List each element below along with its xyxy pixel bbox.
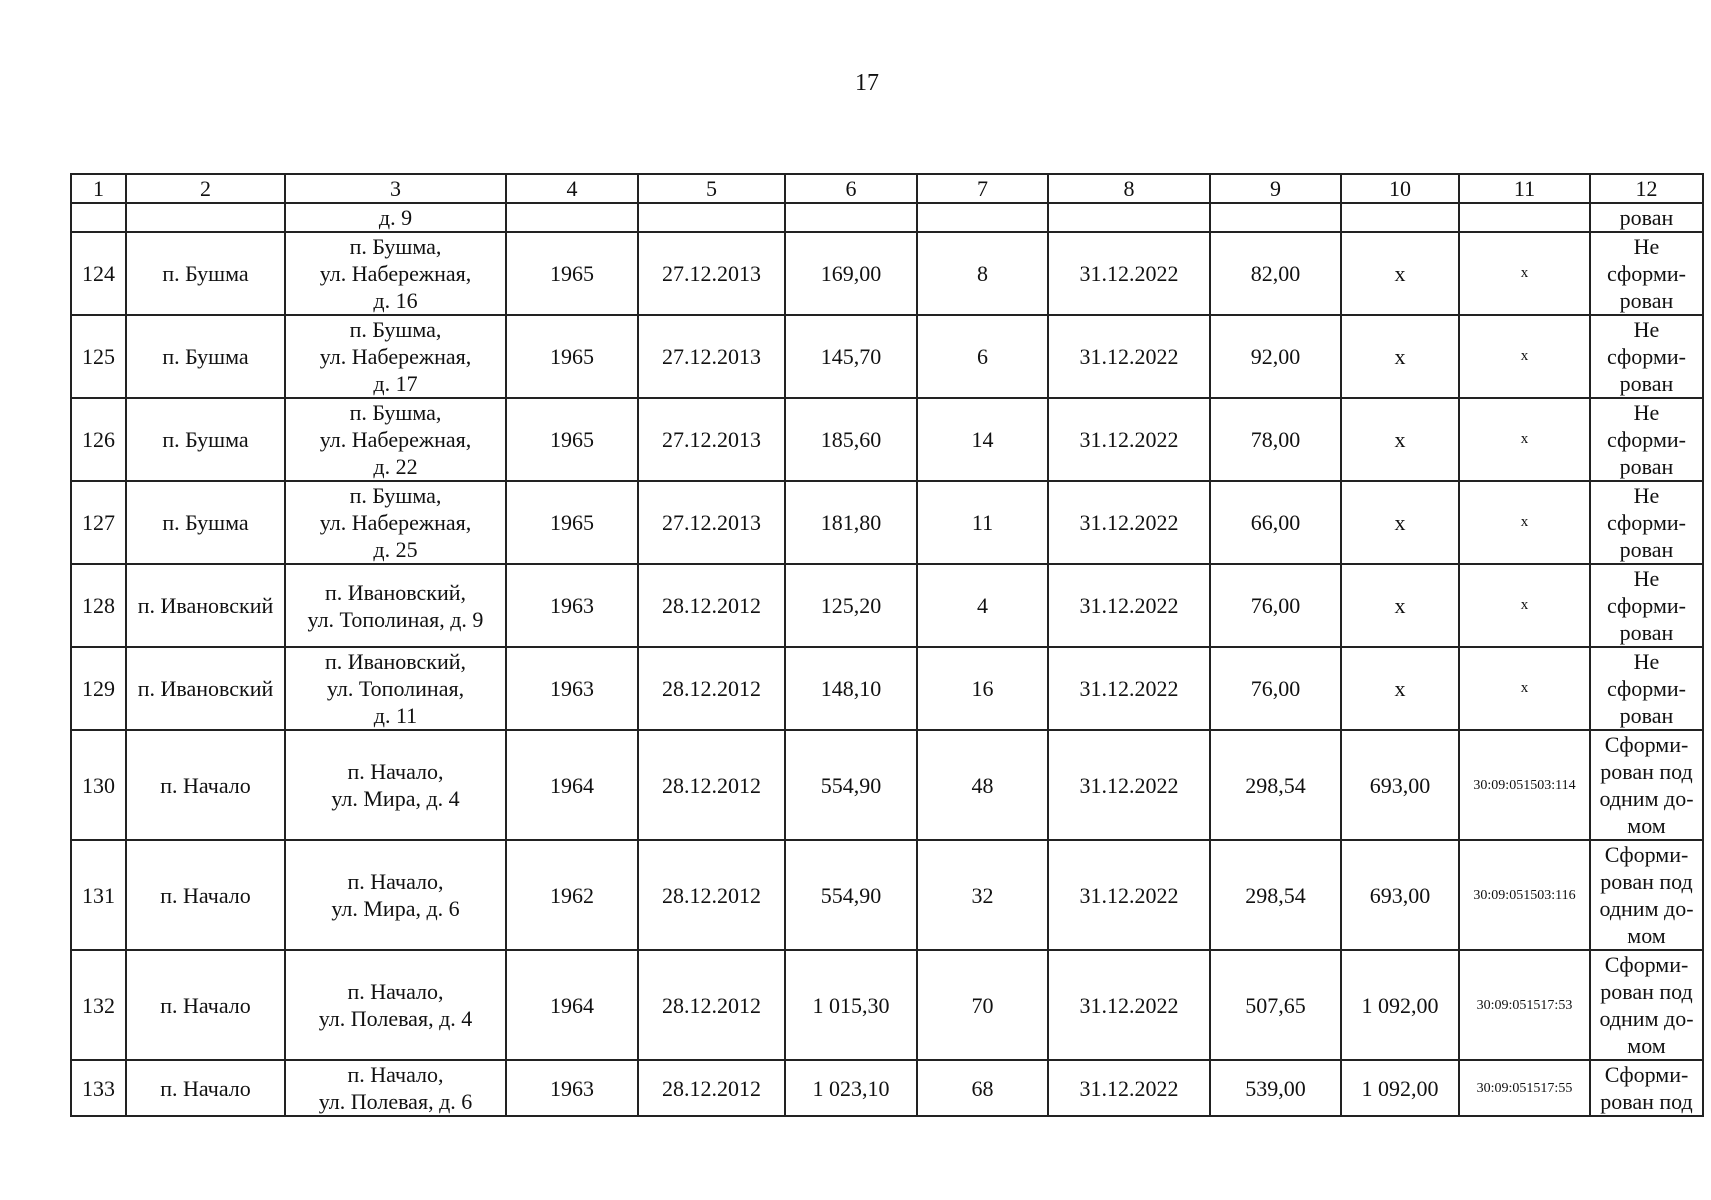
cell-residents: 8 [917, 232, 1048, 315]
cell-date-entry: 27.12.2013 [638, 398, 785, 481]
cell-empty [1459, 203, 1590, 232]
cell-value-10: х [1341, 315, 1459, 398]
cell-settlement: п. Начало [126, 1060, 285, 1116]
cell-value-9: 298,54 [1210, 840, 1341, 950]
column-header: 12 [1590, 174, 1703, 203]
cell-address: п. Бушма, ул. Набережная, д. 17 [285, 315, 506, 398]
cell-date-entry: 28.12.2012 [638, 647, 785, 730]
cell-empty [71, 203, 126, 232]
cell-row-number: 130 [71, 730, 126, 840]
cell-area: 169,00 [785, 232, 917, 315]
cell-date-planned: 31.12.2022 [1048, 950, 1210, 1060]
cell-value-10: х [1341, 481, 1459, 564]
cell-value-9: 92,00 [1210, 315, 1341, 398]
cell-status-continuation: рован [1590, 203, 1703, 232]
table-row [71, 840, 1703, 950]
cell-date-planned: 31.12.2022 [1048, 315, 1210, 398]
column-header: 10 [1341, 174, 1459, 203]
cell-row-number: 126 [71, 398, 126, 481]
cell-area: 1 023,10 [785, 1060, 917, 1116]
cell-residents: 11 [917, 481, 1048, 564]
cell-date-entry: 27.12.2013 [638, 232, 785, 315]
column-header: 11 [1459, 174, 1590, 203]
cell-row-number: 124 [71, 232, 126, 315]
cell-land-status: Сформи- рован под [1590, 1060, 1703, 1116]
page-number: 17 [855, 70, 879, 96]
cell-area: 145,70 [785, 315, 917, 398]
cell-value-10: х [1341, 564, 1459, 647]
cell-land-status: Не сформи- рован [1590, 564, 1703, 647]
cell-year: 1963 [506, 647, 638, 730]
table-row [71, 1060, 1703, 1116]
cell-cadastral-number: х [1459, 647, 1590, 730]
cell-value-10: х [1341, 647, 1459, 730]
cell-empty [1341, 203, 1459, 232]
column-header: 4 [506, 174, 638, 203]
cell-date-entry: 28.12.2012 [638, 564, 785, 647]
cell-row-number: 125 [71, 315, 126, 398]
cell-date-planned: 31.12.2022 [1048, 730, 1210, 840]
table-row [71, 315, 1703, 398]
cell-settlement: п. Бушма [126, 481, 285, 564]
cell-date-entry: 28.12.2012 [638, 1060, 785, 1116]
cell-cadastral-number: х [1459, 398, 1590, 481]
cell-area: 185,60 [785, 398, 917, 481]
cell-year: 1964 [506, 950, 638, 1060]
cell-area: 554,90 [785, 730, 917, 840]
cell-empty [638, 203, 785, 232]
cell-year: 1963 [506, 1060, 638, 1116]
cell-value-9: 76,00 [1210, 564, 1341, 647]
cell-settlement: п. Ивановский [126, 647, 285, 730]
column-header: 5 [638, 174, 785, 203]
cell-row-number: 127 [71, 481, 126, 564]
cell-value-10: 1 092,00 [1341, 1060, 1459, 1116]
cell-address: п. Начало, ул. Мира, д. 6 [285, 840, 506, 950]
cell-land-status: Не сформи- рован [1590, 647, 1703, 730]
cell-year: 1965 [506, 232, 638, 315]
cell-empty [917, 203, 1048, 232]
cell-address: п. Бушма, ул. Набережная, д. 25 [285, 481, 506, 564]
cell-row-number: 131 [71, 840, 126, 950]
cell-residents: 6 [917, 315, 1048, 398]
cell-empty [126, 203, 285, 232]
cell-settlement: п. Начало [126, 730, 285, 840]
continuation-row [71, 203, 1703, 232]
cell-cadastral-number: х [1459, 564, 1590, 647]
cell-settlement: п. Бушма [126, 315, 285, 398]
cell-year: 1964 [506, 730, 638, 840]
cell-area: 1 015,30 [785, 950, 917, 1060]
cell-empty [785, 203, 917, 232]
table-row [71, 950, 1703, 1060]
cell-value-9: 298,54 [1210, 730, 1341, 840]
cell-cadastral-number: 30:09:051517:55 [1459, 1060, 1590, 1116]
cell-value-9: 66,00 [1210, 481, 1341, 564]
cell-year: 1965 [506, 398, 638, 481]
cell-residents: 14 [917, 398, 1048, 481]
cell-land-status: Сформи- рован под одним до- мом [1590, 950, 1703, 1060]
housing-registry-table [70, 173, 1704, 1117]
cell-year: 1962 [506, 840, 638, 950]
cell-date-entry: 28.12.2012 [638, 950, 785, 1060]
cell-area: 554,90 [785, 840, 917, 950]
cell-residents: 70 [917, 950, 1048, 1060]
cell-date-planned: 31.12.2022 [1048, 647, 1210, 730]
header-row [71, 174, 1703, 203]
cell-cadastral-number: 30:09:051517:53 [1459, 950, 1590, 1060]
cell-land-status: Сформи- рован под одним до- мом [1590, 840, 1703, 950]
cell-land-status: Сформи- рован под одним до- мом [1590, 730, 1703, 840]
cell-value-9: 76,00 [1210, 647, 1341, 730]
cell-area: 148,10 [785, 647, 917, 730]
cell-value-9: 507,65 [1210, 950, 1341, 1060]
cell-value-9: 82,00 [1210, 232, 1341, 315]
cell-value-10: 1 092,00 [1341, 950, 1459, 1060]
cell-settlement: п. Начало [126, 840, 285, 950]
table-row [71, 730, 1703, 840]
cell-date-entry: 28.12.2012 [638, 840, 785, 950]
cell-value-9: 539,00 [1210, 1060, 1341, 1116]
cell-settlement: п. Бушма [126, 398, 285, 481]
cell-address: п. Начало, ул. Полевая, д. 4 [285, 950, 506, 1060]
cell-residents: 48 [917, 730, 1048, 840]
cell-row-number: 129 [71, 647, 126, 730]
cell-date-entry: 27.12.2013 [638, 481, 785, 564]
cell-value-10: 693,00 [1341, 730, 1459, 840]
cell-value-9: 78,00 [1210, 398, 1341, 481]
cell-address: п. Начало, ул. Мира, д. 4 [285, 730, 506, 840]
column-header: 9 [1210, 174, 1341, 203]
cell-date-entry: 27.12.2013 [638, 315, 785, 398]
cell-cadastral-number: 30:09:051503:114 [1459, 730, 1590, 840]
cell-date-planned: 31.12.2022 [1048, 840, 1210, 950]
cell-address: п. Ивановский, ул. Тополиная, д. 9 [285, 564, 506, 647]
cell-cadastral-number: х [1459, 481, 1590, 564]
cell-address-continuation: д. 9 [285, 203, 506, 232]
cell-address: п. Бушма, ул. Набережная, д. 22 [285, 398, 506, 481]
cell-year: 1965 [506, 481, 638, 564]
cell-date-planned: 31.12.2022 [1048, 232, 1210, 315]
cell-date-entry: 28.12.2012 [638, 730, 785, 840]
cell-land-status: Не сформи- рован [1590, 315, 1703, 398]
cell-address: п. Начало, ул. Полевая, д. 6 [285, 1060, 506, 1116]
column-header: 2 [126, 174, 285, 203]
cell-land-status: Не сформи- рован [1590, 232, 1703, 315]
cell-residents: 4 [917, 564, 1048, 647]
cell-row-number: 133 [71, 1060, 126, 1116]
column-header: 6 [785, 174, 917, 203]
cell-date-planned: 31.12.2022 [1048, 1060, 1210, 1116]
table-row [71, 481, 1703, 564]
table-row [71, 564, 1703, 647]
cell-land-status: Не сформи- рован [1590, 481, 1703, 564]
cell-cadastral-number: 30:09:051503:116 [1459, 840, 1590, 950]
column-header: 3 [285, 174, 506, 203]
cell-area: 181,80 [785, 481, 917, 564]
cell-empty [1210, 203, 1341, 232]
cell-date-planned: 31.12.2022 [1048, 564, 1210, 647]
cell-value-10: 693,00 [1341, 840, 1459, 950]
cell-area: 125,20 [785, 564, 917, 647]
cell-address: п. Бушма, ул. Набережная, д. 16 [285, 232, 506, 315]
cell-address: п. Ивановский, ул. Тополиная, д. 11 [285, 647, 506, 730]
cell-residents: 32 [917, 840, 1048, 950]
table-row [71, 232, 1703, 315]
cell-settlement: п. Ивановский [126, 564, 285, 647]
cell-year: 1963 [506, 564, 638, 647]
table-row [71, 398, 1703, 481]
cell-settlement: п. Бушма [126, 232, 285, 315]
cell-row-number: 128 [71, 564, 126, 647]
cell-cadastral-number: х [1459, 315, 1590, 398]
cell-land-status: Не сформи- рован [1590, 398, 1703, 481]
cell-empty [1048, 203, 1210, 232]
cell-value-10: х [1341, 398, 1459, 481]
cell-empty [506, 203, 638, 232]
cell-date-planned: 31.12.2022 [1048, 398, 1210, 481]
cell-residents: 16 [917, 647, 1048, 730]
column-header: 1 [71, 174, 126, 203]
table-row [71, 647, 1703, 730]
cell-residents: 68 [917, 1060, 1048, 1116]
cell-row-number: 132 [71, 950, 126, 1060]
cell-value-10: х [1341, 232, 1459, 315]
cell-cadastral-number: х [1459, 232, 1590, 315]
column-header: 8 [1048, 174, 1210, 203]
cell-date-planned: 31.12.2022 [1048, 481, 1210, 564]
column-header: 7 [917, 174, 1048, 203]
cell-settlement: п. Начало [126, 950, 285, 1060]
cell-year: 1965 [506, 315, 638, 398]
